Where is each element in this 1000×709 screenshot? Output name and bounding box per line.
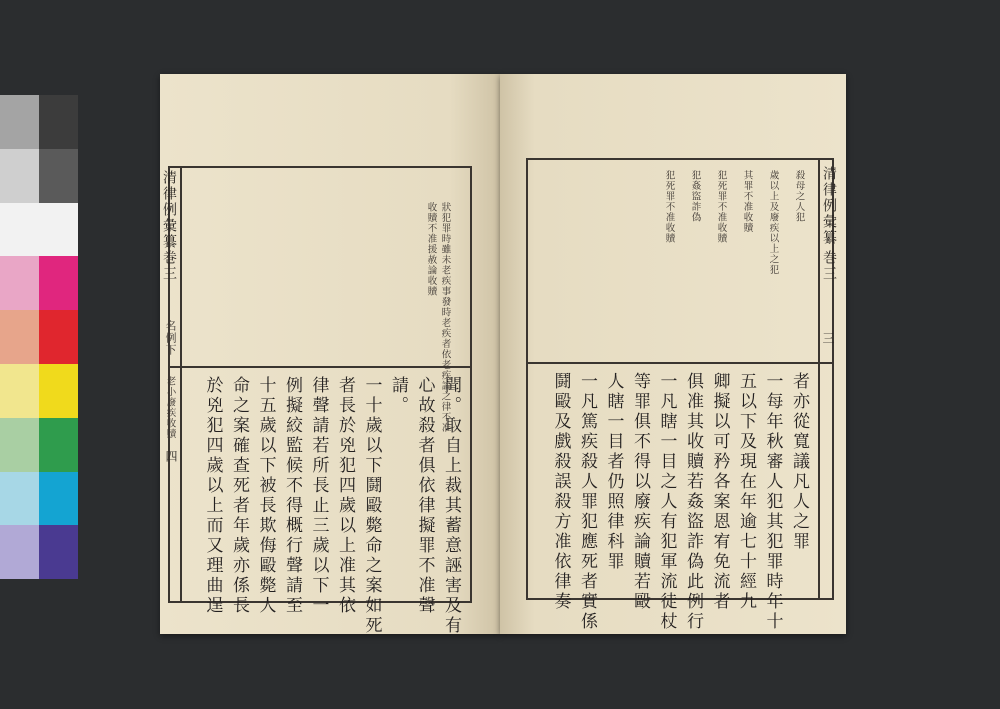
right-spine-volume: 巻三 (821, 250, 837, 282)
right-page (500, 74, 846, 634)
right-page-border (526, 158, 837, 600)
color-swatch (0, 472, 39, 526)
text-column: 卿擬以可矜各案恩宥免流者 (709, 372, 730, 612)
text-column: 一每年秋審人犯其犯罪時年十 (762, 372, 783, 632)
color-swatch (0, 149, 39, 203)
text-column: 於兇犯四歲以上而又理曲逞 (202, 376, 223, 616)
text-column: 心故殺者俱依律擬罪不准聲 (414, 376, 435, 616)
text-column: 一凡篤疾殺人罪犯應死者實係 (577, 372, 597, 632)
color-swatch (39, 364, 78, 418)
text-column: 人瞎一目者仍照律科罪 (603, 372, 624, 572)
text-column: 俱准其收贖若姦盜詐偽此例行 (683, 372, 703, 632)
color-swatch (0, 95, 39, 149)
color-swatch (0, 418, 39, 472)
text-column: 犯姦盜詐偽 (689, 170, 701, 223)
text-column: 者亦從寬議凡人之罪 (789, 372, 809, 552)
left-page-number: 四 (164, 450, 178, 462)
left-spine-title: 清律例彙纂 (161, 170, 177, 250)
text-column: 歲以上及廢疾以上之犯 (767, 170, 779, 275)
left-divider (168, 366, 470, 368)
text-column: 其罪不准收贖 (741, 170, 753, 233)
text-column: 律聲請若所長止三歲以下一 (308, 376, 329, 616)
text-column: 五以下及現在年逾七十經九 (736, 372, 756, 612)
left-spine-section: 名例下 (164, 320, 177, 356)
text-column: 犯死罪不准收贖 (663, 170, 675, 244)
right-divider (526, 362, 832, 364)
color-swatch (39, 256, 78, 310)
color-calibration-strip (0, 95, 78, 580)
open-book (160, 74, 846, 636)
color-swatch (39, 525, 78, 579)
color-swatch (0, 310, 39, 364)
text-column: 犯死罪不准收贖 (715, 170, 727, 244)
text-column: 一凡瞎一目之人有犯軍流徒杖 (656, 372, 677, 632)
text-column: 聞。取自上裁其蓄意誣害及有 (441, 376, 461, 636)
text-column: 鬪毆及戲殺誤殺方准依律奏 (550, 372, 571, 612)
left-note-1: 狀犯罪時雖未老疾事發時老疾者依老疾論之律不准 (439, 202, 451, 433)
left-spine-note: 老小廢疾收贖 (164, 376, 176, 439)
left-note-2: 收贖不准援赦論收贖 (425, 202, 437, 297)
left-spine-volume: 巻三 (161, 250, 177, 282)
color-swatch (39, 95, 78, 149)
left-margin-rule (180, 168, 182, 601)
color-swatch (39, 472, 78, 526)
left-page (160, 74, 500, 634)
color-swatch (0, 525, 39, 579)
text-column: 命之案確查死者年歲亦係長 (229, 376, 249, 616)
text-column: 請。 (388, 376, 408, 416)
right-margin-rule (818, 160, 820, 598)
color-swatch (0, 364, 39, 418)
color-swatch (39, 149, 78, 203)
color-swatch (39, 418, 78, 472)
text-column: 例擬絞監候不得概行聲請至 (282, 376, 302, 616)
color-swatch (39, 203, 78, 257)
text-column: 一十歲以下鬪毆斃命之案如死 (361, 376, 382, 636)
color-swatch (39, 310, 78, 364)
text-column: 等罪俱不得以廢疾論贖若毆 (630, 372, 650, 612)
text-column: 殺母之人犯 (793, 170, 805, 223)
color-swatch (0, 256, 39, 310)
text-column: 十五歲以下被長欺侮毆斃人 (255, 376, 276, 616)
right-page-number: 三 (821, 332, 835, 344)
text-column: 者長於兇犯四歲以上准其依 (335, 376, 355, 616)
color-swatch (0, 203, 39, 257)
right-spine-title: 清律例彙纂 (821, 166, 837, 246)
